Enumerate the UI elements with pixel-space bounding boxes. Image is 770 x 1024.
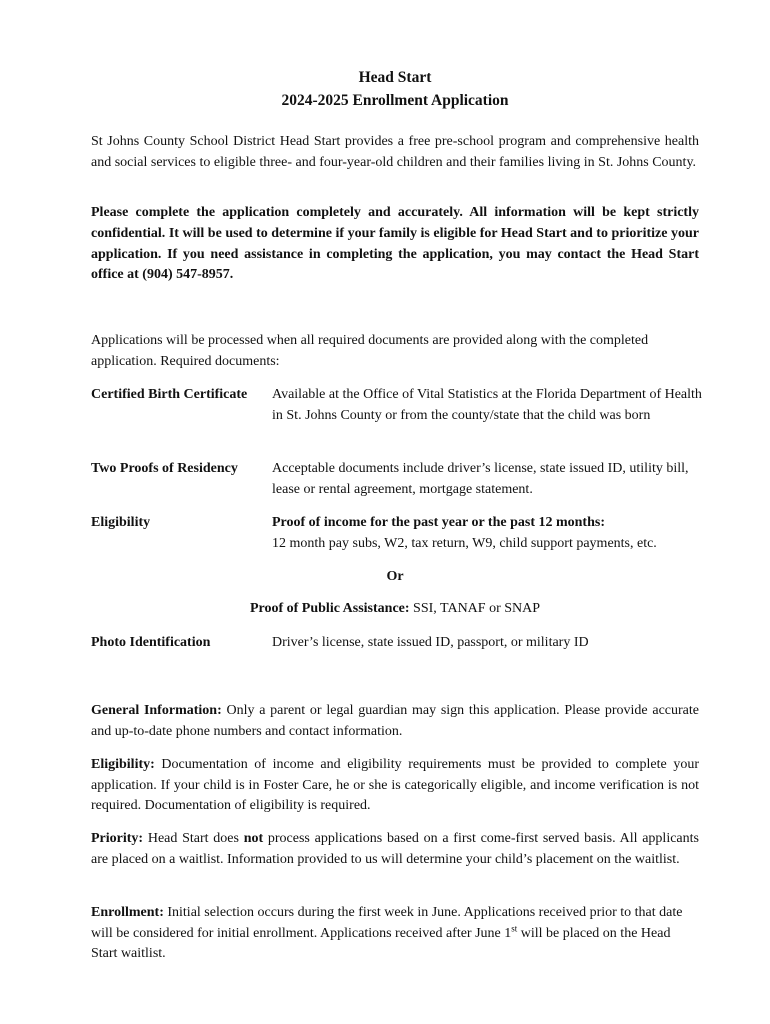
public-assistance-label: Proof of Public Assistance: bbox=[249, 601, 410, 616]
document-desc: Driver’s license, state issued ID, passport, or military ID bbox=[272, 635, 589, 650]
documents-intro: Applications will be processed when all required documents are provided along with the completed application. Required documents: bbox=[91, 333, 649, 369]
intro-paragraph: St Johns County School District Head Start provides a free pre-school program and comprehensive health and social services to eligible three- and four-year-old children and their families living in St. Johns County. bbox=[91, 134, 699, 170]
document-desc bbox=[272, 513, 702, 554]
document-label: Eligibility bbox=[91, 515, 151, 530]
document-label: Photo Identification bbox=[91, 635, 211, 650]
public-assistance-line bbox=[91, 599, 699, 619]
section-text: Initial selection occurs during the first week in June. Applications received prior to that date will be considered for initial enrollment. Applications received after June 1 bbox=[91, 905, 683, 941]
section-text: Head Start does bbox=[143, 831, 244, 846]
section-heading: Eligibility: bbox=[91, 757, 155, 772]
section-text: process applications based on a first come-first served basis. All applicants are placed on a waitlist. Information provided to us will determine your child’s placement on the waitlist. bbox=[91, 831, 699, 867]
public-assistance-value: SSI, TANAF or SNAP bbox=[409, 601, 541, 616]
section-heading: Priority: bbox=[91, 831, 144, 846]
instructions-paragraph: Please complete the application completely and accurately. All information will be kept strictly confidential. It will be used to determine if your family is eligible for Head Start and to prioritize your application. If you need assistance in completing the application, you may contact the Head Start office at (904) 547-8957. bbox=[91, 205, 699, 283]
eligibility-income-text: 12 month pay subs, W2, tax return, W9, child support payments, etc. bbox=[272, 535, 657, 551]
page-title: Head Start bbox=[358, 69, 432, 86]
section-text: will be placed on the Head Start waitlist. bbox=[91, 925, 671, 961]
or-separator: Or bbox=[386, 569, 404, 584]
eligibility-section bbox=[91, 755, 699, 817]
document-label: Two Proofs of Residency bbox=[91, 461, 238, 476]
superscript: st bbox=[511, 922, 518, 933]
document-desc: Acceptable documents include driver’s license, state issued ID, utility bill, lease or rental agreement, mortgage statement. bbox=[272, 461, 689, 497]
section-text: Documentation of income and eligibility requirements must be provided to complete your application. If your child is in Foster Care, he or she is categorically eligible, and income verification is not required. Documentation of eligibility is required. bbox=[91, 757, 699, 813]
document-desc: Available at the Office of Vital Statistics at the Florida Department of Health in St. Johns County or from the county/state that the child was born bbox=[272, 387, 702, 423]
general-info-section bbox=[91, 701, 699, 742]
section-heading: Enrollment: bbox=[91, 905, 164, 920]
page-subtitle: 2024-2025 Enrollment Application bbox=[281, 92, 509, 109]
section-heading: General Information: bbox=[91, 703, 222, 718]
section-emphasis: not bbox=[243, 831, 264, 846]
enrollment-section bbox=[91, 903, 699, 965]
priority-section bbox=[91, 829, 699, 870]
document-label: Certified Birth Certificate bbox=[91, 387, 248, 402]
eligibility-income-heading: Proof of income for the past year or the past 12 months: bbox=[272, 515, 605, 530]
section-text: Only a parent or legal guardian may sign this application. Please provide accurate and up-to-date phone numbers and contact information. bbox=[91, 703, 699, 739]
